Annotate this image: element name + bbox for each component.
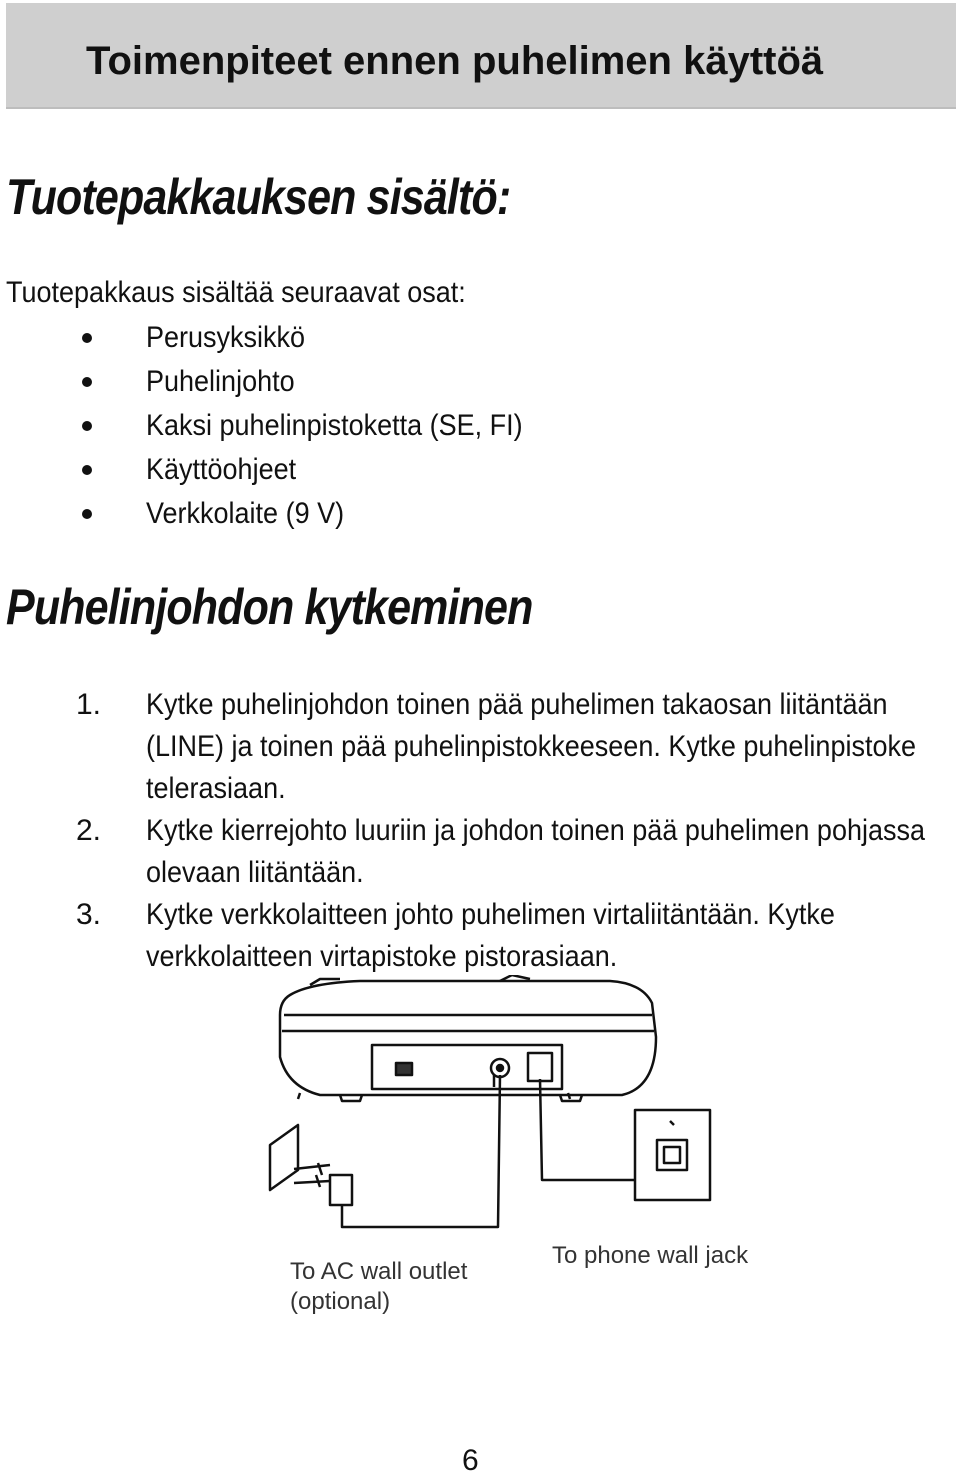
bullet-icon [82, 333, 92, 343]
bullet-icon [82, 465, 92, 475]
list-item-label: Verkkolaite (9 V) [146, 497, 345, 530]
step-item [0, 810, 960, 894]
page-number: 6 [462, 1444, 479, 1477]
phone-jack-label: To phone wall jack [552, 1242, 749, 1269]
ac-wall-outlet-illustration [270, 1113, 352, 1205]
connection-diagram [250, 975, 770, 1325]
bullet-icon [82, 377, 92, 387]
page-header-title: Toimenpiteet ennen puhelimen käyttöä [86, 39, 824, 83]
ac-outlet-label: To AC wall outlet [290, 1258, 468, 1285]
header-banner [6, 3, 956, 109]
connection-steps [0, 684, 960, 978]
bullet-icon [82, 421, 92, 431]
list-item-label: Kaksi puhelinpistoketta (SE, FI) [146, 409, 523, 442]
phone-base-illustration [280, 975, 656, 1101]
list-item-label: Puhelinjohto [146, 365, 295, 398]
list-item-label: Käyttöohjeet [146, 453, 297, 486]
bullet-icon [82, 509, 92, 519]
step-item [0, 894, 960, 978]
package-contents-intro: Tuotepakkaus sisältää seuraavat osat: [6, 276, 466, 309]
step-text: Kytke kierrejohto luuriin ja johdon toinen pää puhelimen pohjassa olevaan liitäntään. [146, 814, 926, 889]
step-item [0, 684, 960, 810]
step-number: 2. [76, 814, 102, 847]
list-item-label: Perusyksikkö [146, 321, 306, 354]
connecting-heading: Puhelinjohdon kytkeminen [6, 579, 533, 635]
step-text: Kytke verkkolaitteen johto puhelimen virtaliitäntään. Kytke verkkolaitteen virtapistoke pistorasiaan. [146, 898, 835, 973]
ac-outlet-optional-label: (optional) [290, 1288, 391, 1315]
step-number: 1. [76, 688, 102, 721]
package-contents-heading: Tuotepakkauksen sisältö: [6, 169, 511, 225]
step-text: Kytke puhelinjohdon toinen pää puhelimen takaosan liitäntään (LINE) ja toinen pää puhelinpistokkeeseen. Kytke puhelinpistoke telerasiaan. [146, 688, 916, 805]
phone-wall-jack-illustration [635, 1110, 710, 1200]
step-number: 3. [76, 898, 102, 931]
